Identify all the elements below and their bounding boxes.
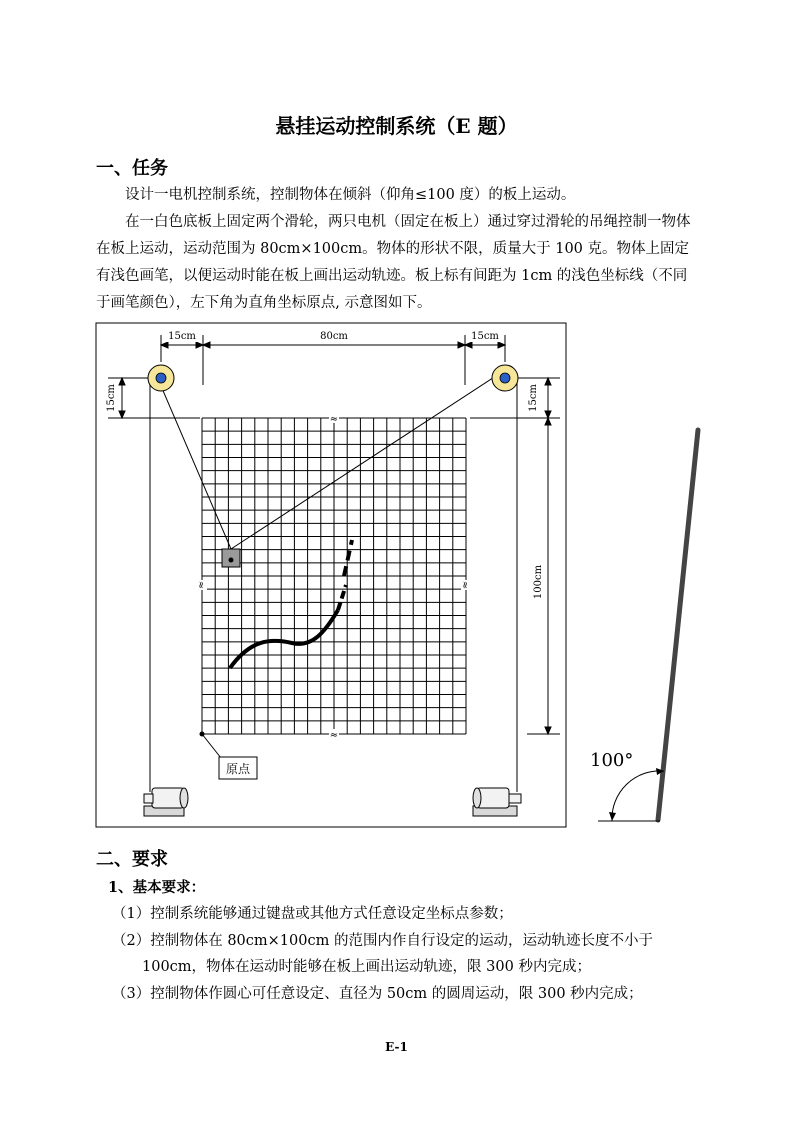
top-dimensions [161, 335, 505, 385]
dim-top-right-label: 15cm [471, 331, 499, 342]
break-mark: ≈ [329, 414, 339, 425]
trajectory-curve [230, 610, 338, 668]
right-pulley [492, 365, 518, 391]
dim-top-mid-label: 80cm [320, 331, 348, 342]
page-title: 悬挂运动控制系统（E 题） [275, 114, 518, 138]
page-number: E-1 [385, 1040, 408, 1054]
inclined-board [658, 430, 698, 820]
right-vertical-dimension [470, 378, 560, 734]
dim-right-vert-long-label: 100cm [533, 564, 544, 600]
task-paragraph-1: 设计一电机控制系统，控制物体在倾斜（仰角≤100 度）的板上运动。 [125, 187, 576, 203]
section-heading-task: 一、任务 [96, 158, 168, 179]
pen-point [229, 558, 234, 563]
dim-right-vert-top-label: 15cm [528, 384, 539, 412]
left-pulley [148, 365, 174, 391]
break-mark: ≈ [459, 580, 470, 590]
origin-label: 原点 [225, 762, 251, 776]
task-paragraph-2: 在一白色底板上固定两个滑轮，两只电机（固定在板上）通过穿过滑轮的吊绳控制一物体在板上运动，运动范围为 80cm×100cm。物体的形状不限，质量大于 100 克。物体上固定有浅色画笔，以便运动时能在板上画出运动轨迹。板上标有间距为 1cm 的浅色坐标线（不同于画笔颜色），左下角为直角坐标原点, 示意图如下。 [96, 214, 691, 311]
basic-requirements-heading: 1、基本要求： [108, 879, 206, 896]
break-mark: ≈ [195, 580, 206, 590]
angle-label: 100° [590, 750, 634, 771]
requirement-2-line-1: （2）控制物体在 80cm×100cm 的范围内作自行设定的运动，运动轨迹长度不小于 [112, 933, 653, 949]
left-motor [144, 788, 188, 816]
break-mark: ≈ [329, 730, 339, 741]
right-motor [473, 788, 521, 816]
coordinate-grid [195, 413, 471, 741]
requirement-3: （3）控制物体作圆心可任意设定、直径为 50cm 的圆周运动，限 300 秒内完成； [112, 986, 643, 1002]
requirement-1: （1）控制系统能够通过键盘或其他方式任意设定坐标点参数； [112, 906, 513, 922]
section-heading-requirements: 二、要求 [96, 849, 168, 870]
dim-left-vert-label: 15cm [106, 384, 117, 412]
trajectory-dashed-top [344, 540, 352, 576]
requirement-2-line-2: 100cm，物体在运动时能够在板上画出运动轨迹，限 300 秒内完成； [142, 959, 591, 975]
dim-top-left-label: 15cm [168, 331, 196, 342]
